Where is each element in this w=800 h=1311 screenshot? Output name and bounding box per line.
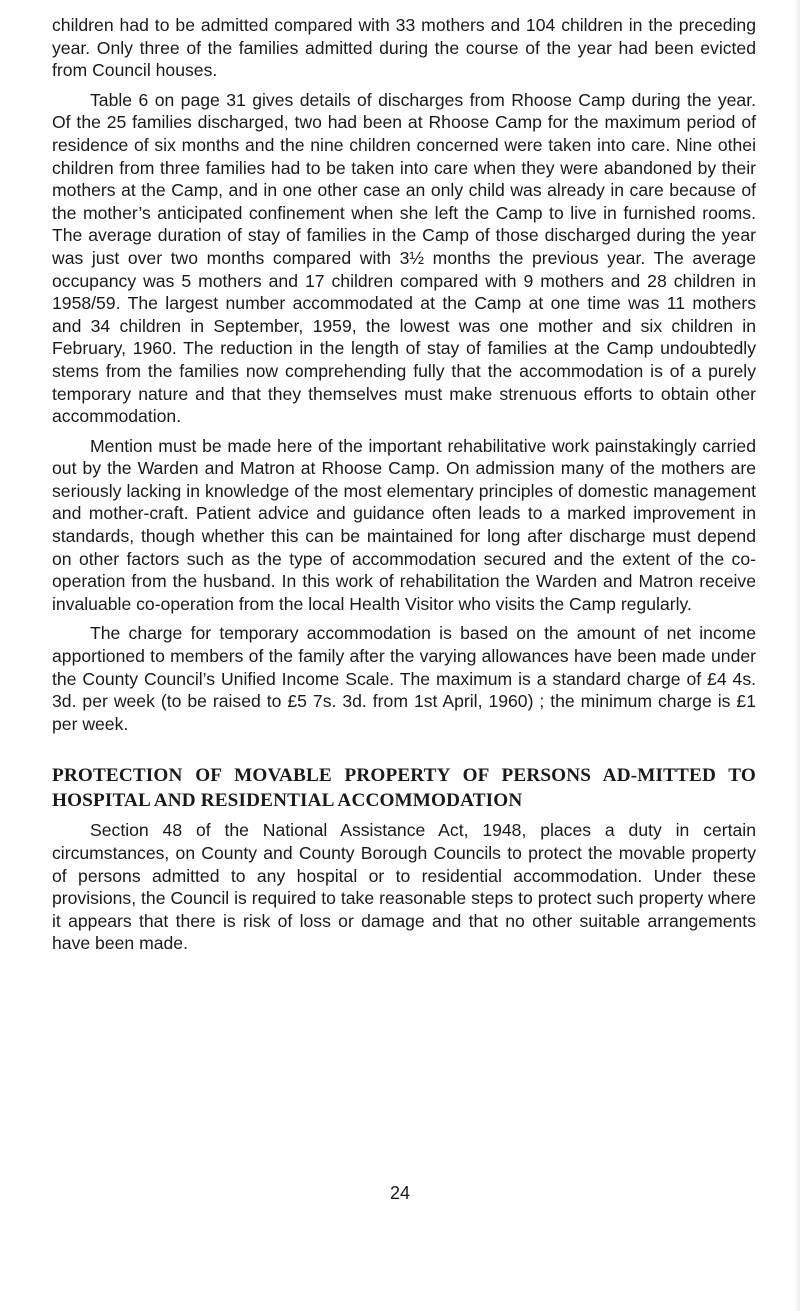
paragraph-rehabilitation: Mention must be made here of the important rehabilitative work painstakingly carried out by the Warden and Matron at Rhoose Camp. On admission many of the mothers are seriously lacking in knowledge of the most elementary principles of domestic management and mother-craft. Patient advice and guidance often leads to a marked improvement in standards, though whether this can be maintained for long after discharge must depend on other factors such as the type of accommodation secured and the extent of the co-operation from the husband. In this work of rehabilitation the Warden and Matron receive invaluable co-operation from the local Health Visitor who visits the Camp regularly. xyxy=(52,435,756,614)
page-number: 24 xyxy=(389,1183,411,1203)
paragraph-section-48: Section 48 of the National Assistance Act, 1948, places a duty in certain circumstances, on County and County Borough Councils to protect the movable property of persons admitted to any hospital or to residential accommodation. Under these provisions, the Council is required to take reasonable steps to protect such property where it appears that there is risk of loss or damage and that no other suitable arrangements have been made. xyxy=(52,820,756,954)
document-page xyxy=(52,14,756,962)
section-heading: PROTECTION OF MOVABLE PROPERTY OF PERSONS AD-MITTED TO HOSPITAL AND RESIDENTIAL ACCOMMODATION xyxy=(52,765,756,812)
paragraph-continuation: children had to be admitted compared with 33 mothers and 104 children in the preceding year. Only three of the families admitted during the course of the year had been evicted from Council houses. xyxy=(52,15,756,81)
page-edge-shadow xyxy=(794,0,800,1311)
paragraph-discharges: Table 6 on page 31 gives details of discharges from Rhoose Camp during the year. Of the 25 families discharged, two had been at Rhoose Camp for the maximum period of residence of six months and the nine children concerned were taken into care. Nine othei children from three families had to be taken into care when they were abandoned by their mothers at the Camp, and in one other case an only child was already in care because of the mother’s anticipated confinement when she left the Camp to live in furnished rooms. The average duration of stay of families in the Camp of those discharged during the year was just over two months compared with 3½ months the previous year. The average occupancy was 5 mothers and 17 children compared with 9 mothers and 28 children in 1958/59. The largest number accommodated at the Camp at one time was 11 mothers and 34 children in September, 1959, the lowest was one mother and six children in February, 1960. The reduction in the length of stay of families at the Camp undoubtedly stems from the families now comprehending fully that the accommodation is of a purely temporary nature and that they themselves must make strenuous efforts to obtain other accommodation. xyxy=(52,89,756,427)
paragraph-charges: The charge for temporary accommodation is based on the amount of net income apportioned to members of the family after the varying allowances have been made under the County Council’s Unified Income Scale. The maximum is a standard charge of £4 4s. 3d. per week (to be raised to £5 7s. 3d. from 1st April, 1960) ; the minimum charge is £1 per week. xyxy=(52,623,756,734)
